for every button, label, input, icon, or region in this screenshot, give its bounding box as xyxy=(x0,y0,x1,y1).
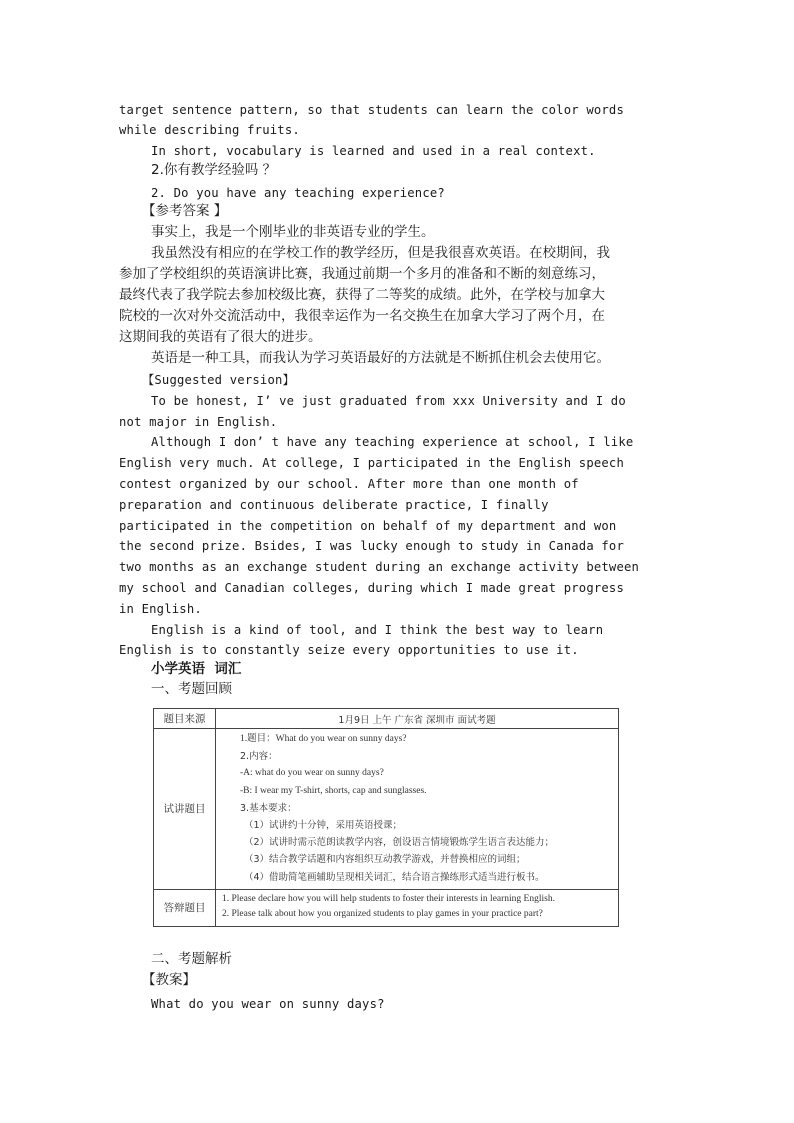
table-line: （4）借助简笔画辅助呈现相关词汇，结合语言操练形式适当进行板书。 xyxy=(244,871,545,883)
text-line: not major in English. xyxy=(119,415,278,429)
text-line: contest organized by our school. After more than one month of xyxy=(119,477,579,491)
table-line: 2.内容： xyxy=(240,751,278,763)
table-line: （3）结合教学话题和内容组织互动教学游戏，并替换相应的词组； xyxy=(244,854,526,866)
table-line: 1. Please declare how you will help students to foster their interests in learning English. xyxy=(222,893,555,904)
defense-content xyxy=(216,889,619,926)
source-label: 题目来源 xyxy=(154,709,216,729)
text-line: in English. xyxy=(119,602,202,616)
table-row xyxy=(154,889,619,926)
section-heading: 二、考题解析 xyxy=(151,951,232,967)
lesson-plan-label: 【教案】 xyxy=(142,972,196,988)
text-line: target sentence pattern, so that students can learn the color words xyxy=(119,103,625,117)
text-line: Although I don’ t have any teaching experience at school, I like xyxy=(151,435,634,449)
defense-label: 答辩题目 xyxy=(154,889,216,926)
table-line: 3.基本要求： xyxy=(240,802,297,814)
suggested-version-label: 【Suggested version】 xyxy=(142,373,295,387)
text-line: two months as an exchange student during an exchange activity between xyxy=(119,560,640,574)
source-value: 1月9日 上午 广东省 深圳市 面试考题 xyxy=(216,709,619,729)
table-line: 2. Please talk about how you organized students to play games in your practice part? xyxy=(222,909,543,920)
section-title: 小学英语 词汇 xyxy=(151,661,242,677)
exam-question-table xyxy=(153,708,619,927)
text-line: English is to constantly seize every opportunities to use it. xyxy=(119,643,579,657)
text-line: 最终代表了我学院去参加校级比赛，获得了二等奖的成绩。此外，在学校与加拿大 xyxy=(119,287,605,303)
text-line: English very much. At college, I participated in the English speech xyxy=(119,456,625,470)
table-line: （1）试讲约十分钟，采用英语授课； xyxy=(244,820,403,832)
text-line: 英语是一种工具，而我认为学习英语最好的方法就是不断抓住机会去使用它。 xyxy=(151,350,610,366)
table-line: 1.题目：What do you wear on sunny days? xyxy=(240,734,407,744)
section-heading: 一、考题回顾 xyxy=(151,681,232,697)
table-line: （2）试讲时需示范朗读教学内容，创设语言情境锻炼学生语言表达能力； xyxy=(244,837,555,849)
text-line: participated in the competition on behalf of my department and won xyxy=(119,519,617,533)
text-line: my school and Canadian colleges, during which I made great progress xyxy=(119,581,625,595)
question-heading-en: 2. Do you have any teaching experience? xyxy=(151,186,445,200)
table-line: -A: what do you wear on sunny days? xyxy=(240,768,384,779)
table-row xyxy=(154,729,619,890)
reference-answer-label: 【参考答案 】 xyxy=(142,203,228,219)
table-line: -B: I wear my T-shirt, shorts, cap and sunglasses. xyxy=(240,785,427,796)
text-line: To be honest, I’ ve just graduated from xxx University and I do xyxy=(151,394,626,408)
text-line: 这期间我的英语有了很大的进步。 xyxy=(119,329,322,345)
lesson-title: What do you wear on sunny days? xyxy=(151,997,385,1011)
question-heading-cn: 2.你有教学经验吗 ？ xyxy=(151,162,277,178)
text-line: English is a kind of tool, and I think the best way to learn xyxy=(151,623,604,637)
text-line: 院校的一次对外交流活动中，我很幸运作为一名交换生在加拿大学习了两个月，在 xyxy=(119,308,605,324)
text-line: while describing fruits. xyxy=(119,123,300,137)
text-line: 事实上，我是一个刚毕业的非英语专业的学生。 xyxy=(151,224,435,240)
text-line: the second prize. Bsides, I was lucky enough to study in Canada for xyxy=(119,539,625,553)
trial-lecture-content xyxy=(216,729,619,890)
text-line: preparation and continuous deliberate practice, I finally xyxy=(119,498,549,512)
table-header-row xyxy=(154,709,619,729)
text-line: 我虽然没有相应的在学校工作的教学经历，但是我很喜欢英语。在校期间，我 xyxy=(151,245,610,261)
text-line: 参加了学校组织的英语演讲比赛，我通过前期一个多月的准备和不断的刻意练习， xyxy=(119,266,605,282)
text-line: In short, vocabulary is learned and used in a real context. xyxy=(151,144,596,158)
trial-lecture-label: 试讲题目 xyxy=(154,729,216,890)
